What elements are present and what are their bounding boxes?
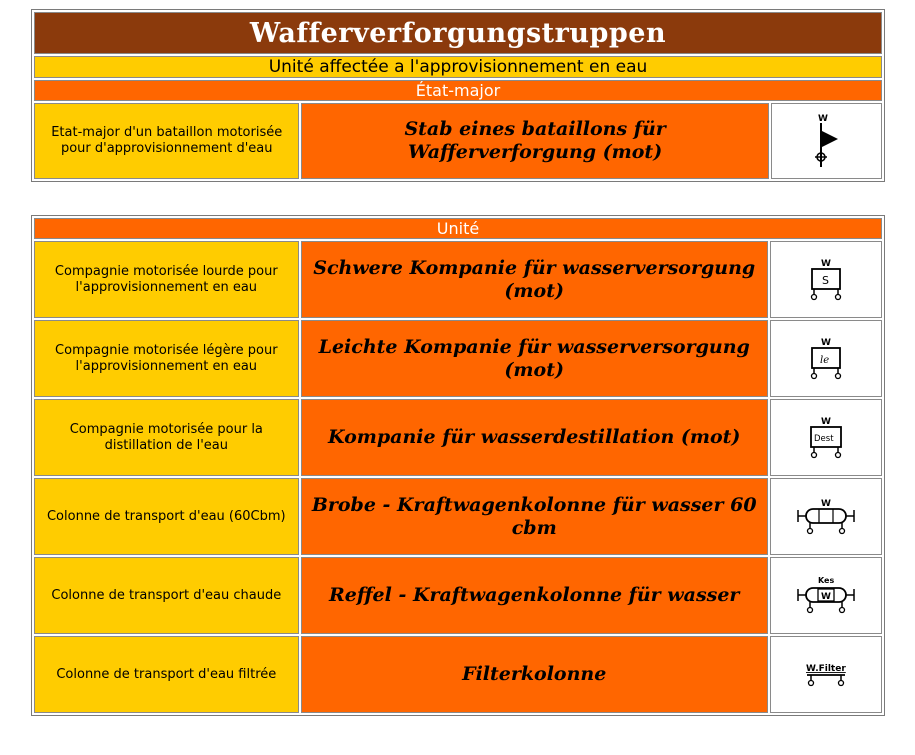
staff-table (31, 9, 885, 182)
distillation-company-symbol-icon (804, 415, 848, 461)
table-row (34, 399, 882, 476)
svg-text:Dest: Dest (813, 433, 834, 444)
table-row (34, 636, 882, 713)
filter-column-symbol-icon (801, 658, 851, 692)
hot-water-column-symbol-icon (794, 574, 858, 618)
svg-text:W.Filter: W.Filter (805, 663, 846, 674)
symbol-cell (770, 478, 882, 555)
german-label: Leichte Kompanie für wasserversorgung (mot) (301, 320, 768, 397)
svg-text:W: W (820, 258, 831, 269)
svg-text:W: W (820, 591, 831, 602)
section-header-staff: État-major (34, 80, 882, 101)
german-label: Reffel - Kraftwagenkolonne für wasser (301, 557, 768, 634)
svg-text:W: W (820, 337, 831, 348)
symbol-cell (770, 241, 882, 318)
tanker-column-symbol-icon (794, 497, 858, 537)
french-label: Colonne de transport d'eau filtrée (34, 636, 299, 713)
svg-text:le: le (819, 354, 830, 366)
french-label: Colonne de transport d'eau chaude (34, 557, 299, 634)
symbol-cell (770, 320, 882, 397)
german-label: Brobe - Kraftwagenkolonne für wasser 60 cbm (301, 478, 768, 555)
svg-text:Kes: Kes (817, 575, 835, 585)
french-label: Colonne de transport d'eau (60Cbm) (34, 478, 299, 555)
light-company-symbol-icon (804, 336, 848, 382)
heavy-company-symbol-icon (804, 257, 848, 303)
table-row (34, 557, 882, 634)
german-label: Stab eines bataillons für Wafferverforgung (mot) (301, 103, 768, 179)
table-row (34, 241, 882, 318)
german-label: Filterkolonne (301, 636, 768, 713)
subtitle: Unité affectée a l'approvisionnement en eau (34, 56, 882, 78)
table-row (34, 320, 882, 397)
table-row (34, 478, 882, 555)
symbol-cell (770, 557, 882, 634)
german-label: Schwere Kompanie für wasserversorgung (mot) (301, 241, 768, 318)
french-label: Etat-major d'un bataillon motorisée pour d'approvisionnement d'eau (34, 103, 299, 179)
svg-text:S: S (821, 273, 829, 287)
section-header-unit: Unité (34, 218, 882, 239)
symbol-cell (771, 103, 882, 179)
main-title: Wafferverforgungstruppen (34, 12, 882, 54)
german-label: Kompanie für wasserdestillation (mot) (301, 399, 768, 476)
table-row (34, 103, 882, 179)
french-label: Compagnie motorisée légère pour l'approvisionnement en eau (34, 320, 299, 397)
unit-table (31, 215, 885, 716)
french-label: Compagnie motorisée pour la distillation de l'eau (34, 399, 299, 476)
french-label: Compagnie motorisée lourde pour l'approvisionnement en eau (34, 241, 299, 318)
svg-text:W: W (818, 114, 829, 124)
flag-staff-symbol-icon (806, 111, 846, 171)
symbol-cell (770, 399, 882, 476)
symbol-cell (770, 636, 882, 713)
svg-text:W: W (820, 416, 831, 427)
svg-text:W: W (820, 498, 831, 509)
